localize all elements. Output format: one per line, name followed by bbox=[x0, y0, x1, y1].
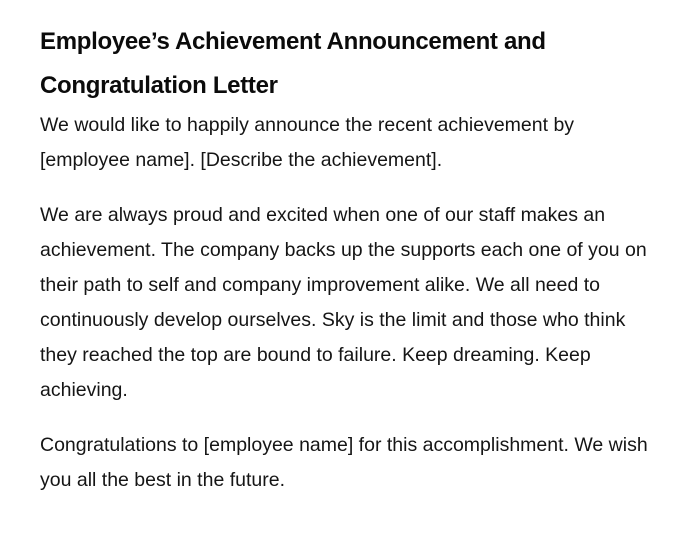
letter-document bbox=[40, 20, 650, 498]
paragraph-announcement: We would like to happily announce the recent achievement by [employee name]. [Describe the achievement]. bbox=[40, 114, 575, 171]
paragraph-company-support: We are always proud and excited when one of our staff makes an achievement. The company backs up the supports each one of you on their path to self and company improvement alike. We all need to continuously develop ourselves. Sky is the limit and those who think they reached the top are bound to failure. Keep dreaming. Keep achieving. bbox=[40, 204, 647, 401]
paragraph-congratulations: Congratulations to [employee name] for this accomplishment. We wish you all the best in the future. bbox=[40, 434, 648, 491]
letter-title: Employee’s Achievement Announcement and Congratulation Letter bbox=[40, 28, 546, 99]
